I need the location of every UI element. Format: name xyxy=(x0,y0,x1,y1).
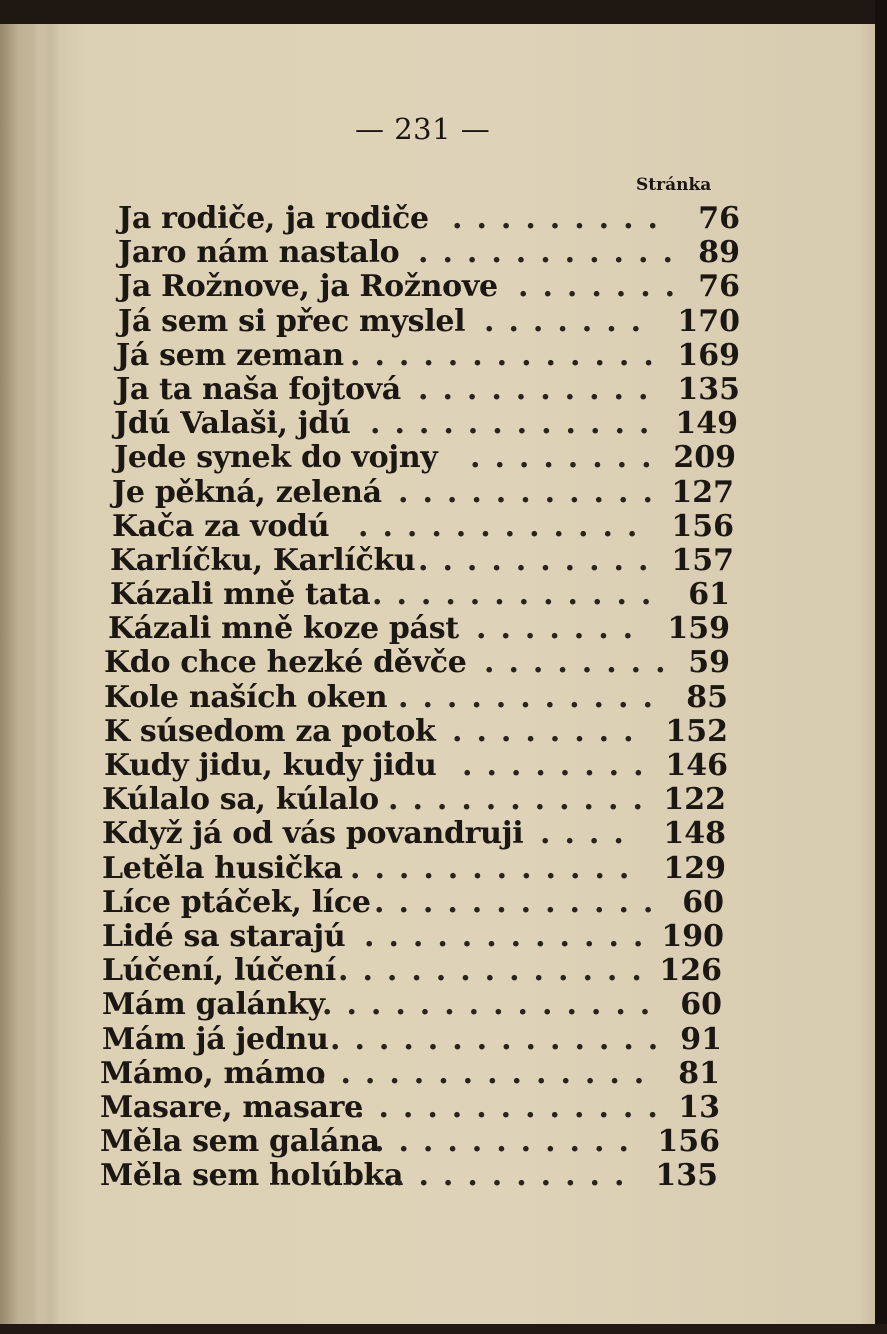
entry-title: Mám galánky xyxy=(102,987,325,1023)
dot-leader: ......... xyxy=(452,201,672,236)
entry-title: Já sem si přec myslel xyxy=(118,303,466,339)
index-entry xyxy=(0,715,875,749)
dot-leader: ............. xyxy=(350,337,668,373)
entry-page-number: 127 xyxy=(671,474,734,510)
entry-title: Mámo, mámo xyxy=(100,1055,326,1091)
entry-title: Kúlalo sa, kúlalo xyxy=(102,782,379,818)
scan-border-bottom xyxy=(0,1324,887,1334)
entry-title: Lúčení, lúčení xyxy=(102,953,336,989)
index-entry xyxy=(0,578,875,612)
index-entry xyxy=(0,817,875,851)
entry-page-number: 76 xyxy=(698,269,740,305)
index-entry xyxy=(0,373,875,407)
index-entry xyxy=(0,236,875,270)
index-entry xyxy=(0,681,875,715)
dot-leader: ........... xyxy=(418,235,687,271)
index-entry xyxy=(0,646,875,680)
dot-leader: ............ xyxy=(358,508,652,544)
dot-leader: .......... xyxy=(418,371,663,407)
entry-title: Karlíčku, Karlíčku xyxy=(110,542,416,578)
dot-leader: ........... xyxy=(374,1124,643,1160)
page-number: — 231 — xyxy=(355,112,491,146)
index-entry xyxy=(0,886,875,920)
entry-page-number: 60 xyxy=(680,987,722,1023)
entry-page-number: 61 xyxy=(688,577,730,613)
book-page xyxy=(0,24,875,1326)
dot-leader: ........... xyxy=(398,474,667,510)
dot-leader: ....... xyxy=(484,303,656,339)
entry-page-number: 85 xyxy=(686,679,728,715)
entry-title: Měla sem holúbka xyxy=(100,1158,404,1194)
entry-title: Když já od vás povandruji xyxy=(102,816,524,852)
index-entry xyxy=(0,202,875,236)
entry-page-number: 170 xyxy=(677,303,740,339)
entry-page-number: 91 xyxy=(680,1021,722,1057)
entry-title: Kázali mně tata xyxy=(110,577,371,613)
dot-leader: ........ xyxy=(462,748,658,783)
dot-leader: .............. xyxy=(330,1021,673,1057)
entry-title: Kača za vodú xyxy=(112,508,330,544)
entry-page-number: 146 xyxy=(665,748,728,783)
dot-leader: ............ xyxy=(370,406,664,442)
dot-leader: ............. xyxy=(354,1089,672,1125)
index-entry xyxy=(0,1091,875,1125)
song-index-list xyxy=(0,202,875,1193)
index-entry xyxy=(0,270,875,304)
entry-page-number: 81 xyxy=(678,1055,720,1091)
index-entry xyxy=(0,612,875,646)
entry-title: Ja ta naša fojtová xyxy=(116,371,401,407)
entry-title: Je pěkná, zelená xyxy=(112,474,382,510)
entry-title: Letěla husička xyxy=(102,850,343,886)
index-entry xyxy=(0,920,875,954)
entry-page-number: 129 xyxy=(663,850,726,886)
index-entry xyxy=(0,783,875,817)
entry-page-number: 149 xyxy=(675,406,738,442)
entry-title: Měla sem galána xyxy=(100,1124,380,1160)
index-entry xyxy=(0,441,875,475)
entry-title: Já sem zeman xyxy=(116,337,344,373)
entry-page-number: 76 xyxy=(698,201,740,236)
entry-page-number: 135 xyxy=(677,371,740,407)
dot-leader: .......... xyxy=(418,542,663,578)
entry-page-number: 156 xyxy=(657,1124,720,1160)
entry-title: Jaro nám nastalo xyxy=(118,235,400,271)
entry-page-number: 152 xyxy=(665,713,728,749)
dot-leader: ........ xyxy=(470,440,666,476)
index-entry xyxy=(0,1159,875,1193)
scan-border-right xyxy=(875,0,887,1334)
entry-page-number: 126 xyxy=(659,953,722,989)
entry-page-number: 169 xyxy=(677,337,740,373)
dot-leader: ........ xyxy=(484,645,680,681)
entry-page-number: 89 xyxy=(698,235,740,271)
dot-leader: .............. xyxy=(316,1055,659,1091)
entry-title: Ja rodiče, ja rodiče xyxy=(118,201,429,236)
dot-leader: ............ xyxy=(364,918,658,954)
dot-leader: ........ xyxy=(452,713,648,749)
dot-leader: ........... xyxy=(388,782,657,818)
entry-page-number: 13 xyxy=(678,1089,720,1125)
page-column-label: Stránka xyxy=(636,175,712,195)
dot-leader: .............. xyxy=(322,987,665,1023)
index-entry xyxy=(0,1057,875,1091)
entry-title: Mám já jednu xyxy=(102,1021,329,1057)
index-entry xyxy=(0,1125,875,1159)
dot-leader: ....... xyxy=(518,269,690,305)
dot-leader: ............. xyxy=(338,953,656,989)
index-entry xyxy=(0,510,875,544)
entry-title: Kudy jidu, kudy jidu xyxy=(104,748,437,783)
dot-leader: .......... xyxy=(394,1158,639,1194)
index-entry xyxy=(0,476,875,510)
index-entry xyxy=(0,954,875,988)
index-entry xyxy=(0,407,875,441)
entry-title: Kdo chce hezké děvče xyxy=(104,645,467,681)
entry-page-number: 159 xyxy=(667,611,730,647)
entry-title: Kázali mně koze pást xyxy=(108,611,459,647)
entry-title: K súsedom za potok xyxy=(104,713,436,749)
entry-page-number: 135 xyxy=(655,1158,718,1194)
entry-page-number: 209 xyxy=(673,440,736,476)
entry-title: Jdú Valaši, jdú xyxy=(114,406,351,442)
entry-page-number: 59 xyxy=(688,645,730,681)
entry-page-number: 60 xyxy=(682,884,724,920)
dot-leader: ............ xyxy=(372,577,666,613)
entry-page-number: 122 xyxy=(663,782,726,818)
entry-title: Líce ptáček, líce xyxy=(102,884,371,920)
dot-leader: ....... xyxy=(476,611,648,647)
index-entry xyxy=(0,305,875,339)
entry-title: Ja Rožnove, ja Rožnove xyxy=(118,269,498,305)
entry-page-number: 156 xyxy=(671,508,734,544)
entry-title: Kole naších oken xyxy=(104,679,388,715)
index-entry xyxy=(0,339,875,373)
entry-title: Jede synek do vojny xyxy=(114,440,438,476)
index-entry xyxy=(0,988,875,1022)
entry-page-number: 148 xyxy=(663,816,726,852)
dot-leader: ............ xyxy=(350,850,644,886)
entry-page-number: 190 xyxy=(661,918,724,954)
index-entry xyxy=(0,544,875,578)
index-entry xyxy=(0,852,875,886)
index-entry xyxy=(0,749,875,783)
dot-leader: ........... xyxy=(398,679,667,715)
entry-page-number: 157 xyxy=(671,542,734,578)
entry-title: Lidé sa starajú xyxy=(102,918,346,954)
index-entry xyxy=(0,1023,875,1057)
entry-title: Masare, masare xyxy=(100,1089,363,1125)
dot-leader: .... xyxy=(540,816,638,852)
dot-leader: ............ xyxy=(374,884,668,920)
